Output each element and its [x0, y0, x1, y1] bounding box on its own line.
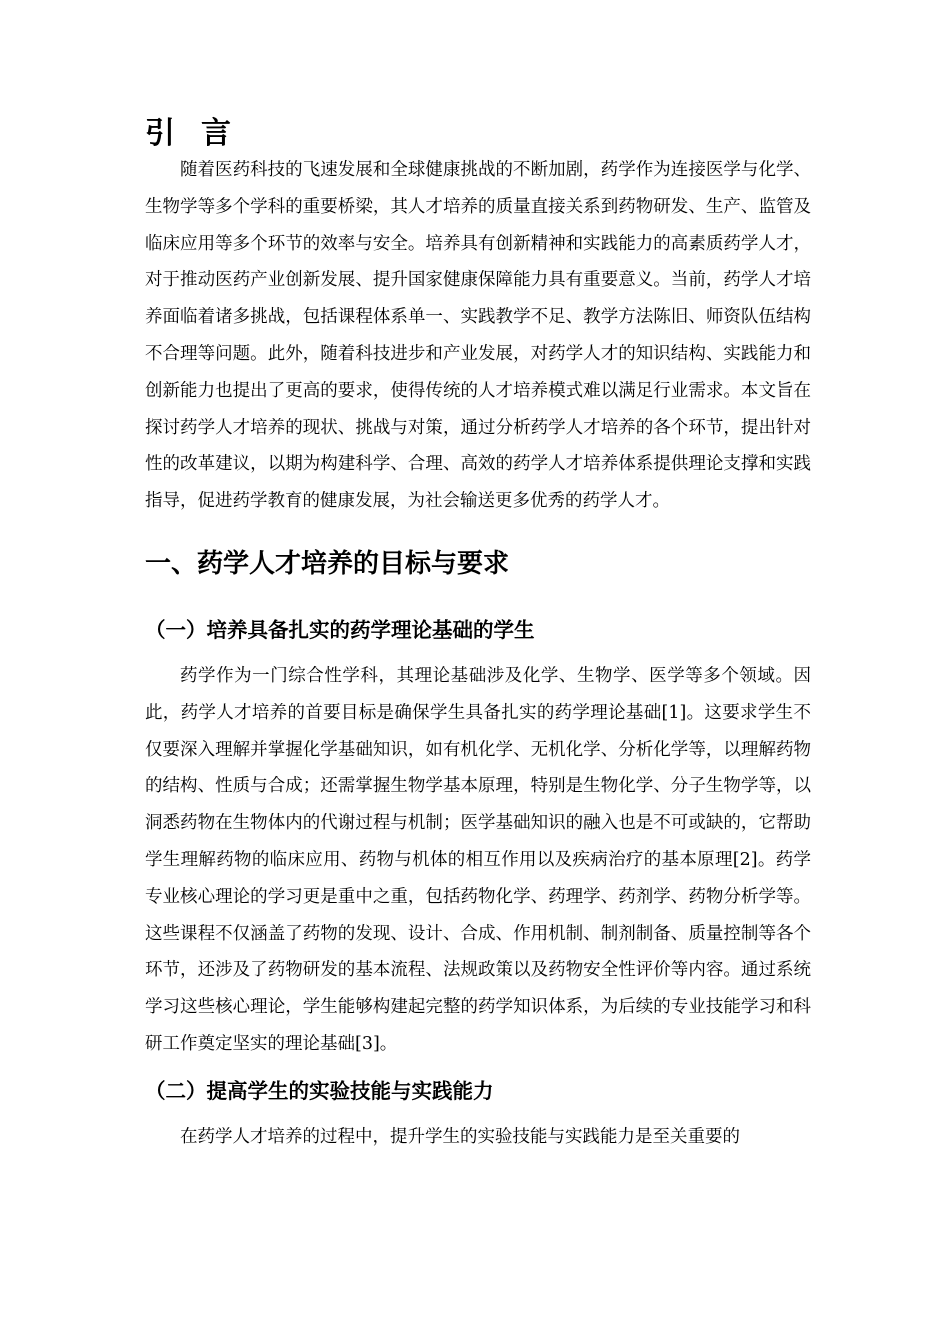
subsection-1-heading: （一）培养具备扎实的药学理论基础的学生 [145, 617, 535, 642]
subsection-1-paragraph: 药学作为一门综合性学科，其理论基础涉及化学、生物学、医学等多个领域。因此，药学人才培养的首要目标是确保学生具备扎实的药学理论基础[1]。这要求学生不仅要深入理解并掌握化学基础知识，如有机化学、无机化学、分析化学等，以理解药物的结构、性质与合成；还需掌握生物学基本原理，特别是生物化学、分子生物学等，以洞悉药物在生物体内的代谢过程与机制；医学基础知识的融入也是不可或缺的，它帮助学生理解药物的临床应用、药物与机体的相互作用以及疾病治疗的基本原理[2]。药学专业核心理论的学习更是重中之重，包括药物化学、药理学、药剂学、药物分析学等。这些课程不仅涵盖了药物的发现、设计、合成、作用机制、制剂制备、质量控制等各个环节，还涉及了药物研发的基本流程、法规政策以及药物安全性评价等内容。通过系统学习这些核心理论，学生能够构建起完整的药学知识体系，为后续的专业技能学习和科研工作奠定坚实的理论基础[3]。 [145, 665, 811, 1054]
subsection-2-paragraph: 在药学人才培养的过程中，提升学生的实验技能与实践能力是至关重要的 [180, 1126, 740, 1147]
subsection-2-heading: （二）提高学生的实验技能与实践能力 [145, 1078, 494, 1103]
section-1-heading: 一、药学人才培养的目标与要求 [145, 548, 510, 579]
document-content [145, 110, 811, 1156]
intro-heading: 引言 [145, 116, 257, 151]
intro-paragraph: 随着医药科技的飞速发展和全球健康挑战的不断加剧，药学作为连接医学与化学、生物学等多个学科的重要桥梁，其人才培养的质量直接关系到药物研发、生产、监管及临床应用等多个环节的效率与安全。培养具有创新精神和实践能力的高素质药学人才，对于推动医药产业创新发展、提升国家健康保障能力具有重要意义。当前，药学人才培养面临着诸多挑战，包括课程体系单一、实践教学不足、教学方法陈旧、师资队伍结构不合理等问题。此外，随着科技进步和产业发展，对药学人才的知识结构、实践能力和创新能力也提出了更高的要求，使得传统的人才培养模式难以满足行业需求。本文旨在探讨药学人才培养的现状、挑战与对策，通过分析药学人才培养的各个环节，提出针对性的改革建议，以期为构建科学、合理、高效的药学人才培养体系提供理论支撑和实践指导，促进药学教育的健康发展，为社会输送更多优秀的药学人才。 [145, 160, 811, 512]
